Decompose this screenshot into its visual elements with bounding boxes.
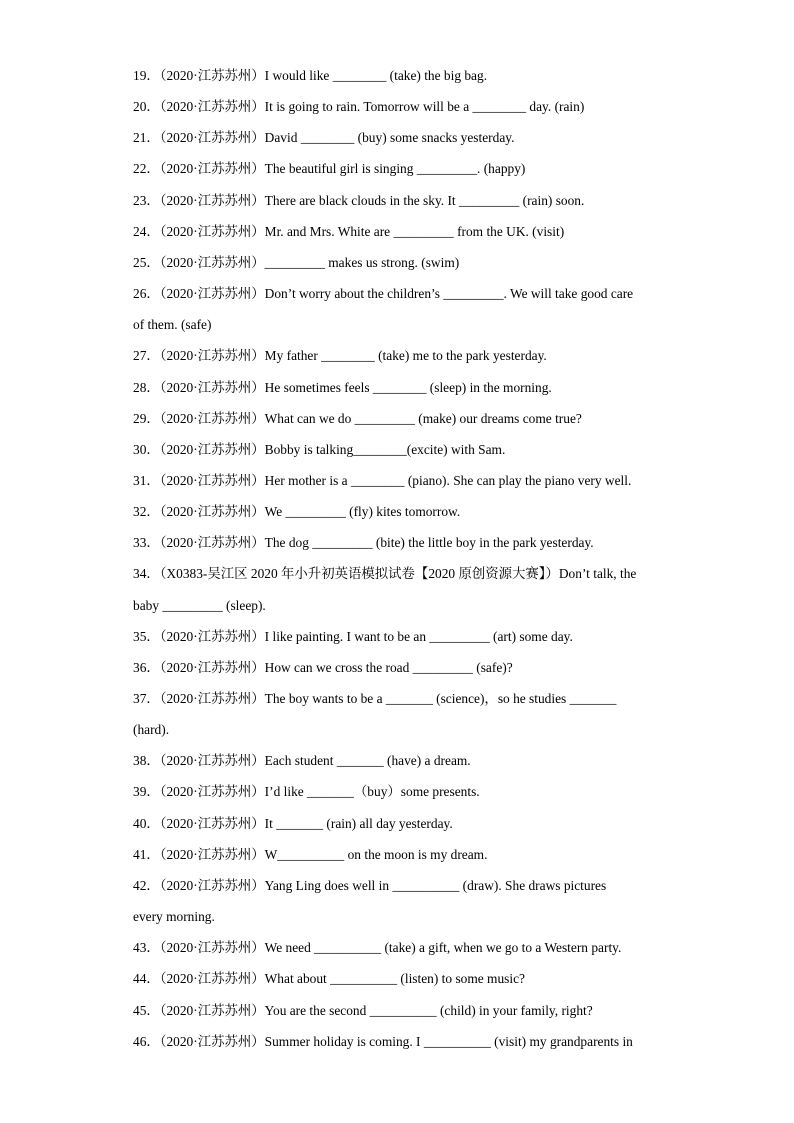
exercise-line: 25．（2020·江苏苏州）_________ makes us strong. (swim) bbox=[133, 255, 460, 270]
exercise-line: every morning. bbox=[133, 909, 215, 924]
exercise-line: 22．（2020·江苏苏州）The beautiful girl is singing _________. (happy) bbox=[133, 161, 526, 176]
exercise-line: 33．（2020·江苏苏州）The dog _________ (bite) the little boy in the park yesterday. bbox=[133, 535, 594, 550]
exercise-line: 20．（2020·江苏苏州）It is going to rain. Tomorrow will be a ________ day. (rain) bbox=[133, 99, 585, 114]
exercise-line: 29．（2020·江苏苏州）What can we do _________ (make) our dreams come true? bbox=[133, 411, 582, 426]
exercise-line: 46．（2020·江苏苏州）Summer holiday is coming. I __________ (visit) my grandparents in bbox=[133, 1034, 633, 1049]
exercise-line: 36．（2020·江苏苏州）How can we cross the road _________ (safe)? bbox=[133, 660, 513, 675]
exercise-line: 30．（2020·江苏苏州）Bobby is talking________(excite) with Sam. bbox=[133, 442, 506, 457]
exercise-line: of them. (safe) bbox=[133, 317, 212, 332]
exercise-line: 38．（2020·江苏苏州）Each student _______ (have) a dream. bbox=[133, 753, 471, 768]
exercise-line: 39．（2020·江苏苏州）I’d like _______（buy）some presents. bbox=[133, 784, 480, 799]
exercise-line: 24．（2020·江苏苏州）Mr. and Mrs. White are _________ from the UK. (visit) bbox=[133, 224, 565, 239]
exercise-line: 35．（2020·江苏苏州）I like painting. I want to be an _________ (art) some day. bbox=[133, 629, 573, 644]
exercise-line: 23．（2020·江苏苏州）There are black clouds in the sky. It _________ (rain) soon. bbox=[133, 193, 585, 208]
exercise-line: 32．（2020·江苏苏州）We _________ (fly) kites tomorrow. bbox=[133, 504, 461, 519]
exercise-line: 34．（X0383-吴江区 2020 年小升初英语模拟试卷【2020 原创资源大赛】）Don’t talk, the bbox=[133, 566, 637, 581]
exercise-line: 41．（2020·江苏苏州）W__________ on the moon is my dream. bbox=[133, 847, 488, 862]
exercise-line: 28．（2020·江苏苏州）He sometimes feels ________ (sleep) in the morning. bbox=[133, 380, 552, 395]
exercise-line: 45．（2020·江苏苏州）You are the second __________ (child) in your family, right? bbox=[133, 1003, 593, 1018]
exercise-line: 26．（2020·江苏苏州）Don’t worry about the children’s _________. We will take good care bbox=[133, 286, 634, 301]
exercise-line: 31．（2020·江苏苏州）Her mother is a ________ (piano). She can play the piano very well. bbox=[133, 473, 632, 488]
exercise-line: 44．（2020·江苏苏州）What about __________ (listen) to some music? bbox=[133, 971, 525, 986]
exercise-line: 40．（2020·江苏苏州）It _______ (rain) all day yesterday. bbox=[133, 816, 453, 831]
exercise-line: 37．（2020·江苏苏州）The boy wants to be a _______ (science)，so he studies _______ bbox=[133, 691, 617, 706]
exercise-line: 42．（2020·江苏苏州）Yang Ling does well in __________ (draw). She draws pictures bbox=[133, 878, 607, 893]
exercise-line: 43．（2020·江苏苏州）We need __________ (take) a gift, when we go to a Western party. bbox=[133, 940, 622, 955]
exercise-line: (hard). bbox=[133, 722, 170, 737]
exercise-line: 21．（2020·江苏苏州）David ________ (buy) some snacks yesterday. bbox=[133, 130, 515, 145]
exercise-line: 19．（2020·江苏苏州）I would like ________ (take) the big bag. bbox=[133, 68, 488, 83]
exercise-line: 27．（2020·江苏苏州）My father ________ (take) me to the park yesterday. bbox=[133, 348, 547, 363]
exercise-line: baby _________ (sleep). bbox=[133, 598, 266, 613]
